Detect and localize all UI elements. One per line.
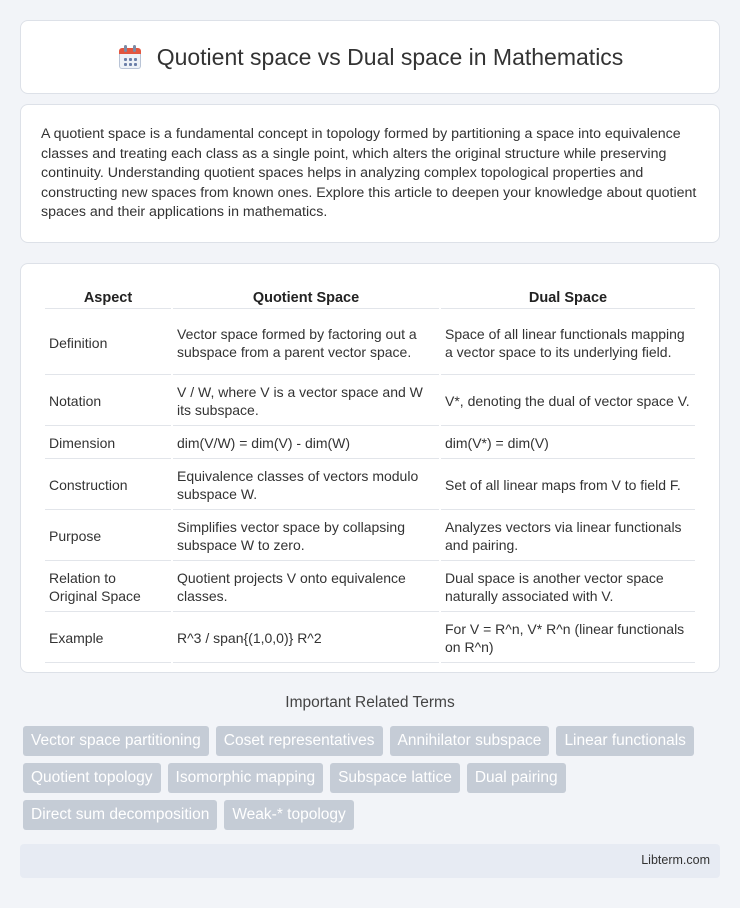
page-title: Quotient space vs Dual space in Mathematics (156, 43, 624, 70)
table-row (45, 377, 695, 426)
table-row (45, 428, 695, 459)
related-term-tag[interactable]: Annihilator subspace (390, 726, 550, 756)
table-row (45, 461, 695, 510)
calendar-icon (117, 44, 143, 70)
row-aspect: Notation (45, 377, 171, 426)
footer (20, 844, 720, 878)
related-term-tag[interactable]: Direct sum decomposition (23, 800, 217, 830)
header-dual-space: Dual Space (441, 286, 695, 309)
related-term-tag[interactable]: Weak-* topology (224, 800, 353, 830)
row-quotient: dim(V/W) = dim(V) - dim(W) (173, 428, 439, 459)
header-card (20, 20, 720, 94)
row-quotient: Vector space formed by factoring out a subspace from a parent vector space. (173, 311, 439, 375)
row-dual: For V = R^n, V* R^n (linear functionals on R^n) (441, 614, 695, 663)
intro-text: A quotient space is a fundamental concept in topology formed by partitioning a space into equivalence classes and treating each class as a single point, which alters the original structure while preserving continuity. Understanding quotient spaces helps in analyzing complex topological properties and constructing new spaces from known ones. Explore this article to deepen your knowledge about quotient spaces and their applications in mathematics. (41, 126, 697, 220)
related-term-tag[interactable]: Linear functionals (556, 726, 694, 756)
row-quotient: V / W, where V is a vector space and W its subspace. (173, 377, 439, 426)
related-term-tag[interactable]: Vector space partitioning (23, 726, 209, 756)
related-term-tag[interactable]: Isomorphic mapping (168, 763, 324, 793)
row-aspect: Construction (45, 461, 171, 510)
row-aspect: Relation to Original Space (45, 563, 171, 612)
intro-card (20, 104, 720, 243)
row-quotient: Quotient projects V onto equivalence classes. (173, 563, 439, 612)
row-dual: Set of all linear maps from V to field F. (441, 461, 695, 510)
comparison-table (43, 284, 697, 665)
table-row (45, 563, 695, 612)
related-term-tag[interactable]: Coset representatives (216, 726, 383, 756)
header-quotient-space: Quotient Space (173, 286, 439, 309)
row-dual: dim(V*) = dim(V) (441, 428, 695, 459)
row-aspect: Dimension (45, 428, 171, 459)
row-aspect: Definition (45, 311, 171, 375)
row-quotient: Equivalence classes of vectors modulo subspace W. (173, 461, 439, 510)
related-term-tag[interactable]: Quotient topology (23, 763, 161, 793)
related-terms-title: Important Related Terms (285, 694, 455, 711)
comparison-card (20, 263, 720, 673)
table-row (45, 512, 695, 561)
related-term-tag[interactable]: Subspace lattice (330, 763, 460, 793)
table-row (45, 311, 695, 375)
related-term-tag[interactable]: Dual pairing (467, 763, 566, 793)
row-quotient: Simplifies vector space by collapsing subspace W to zero. (173, 512, 439, 561)
row-dual: Space of all linear functionals mapping a vector space to its underlying field. (441, 311, 695, 375)
related-terms-list (23, 726, 723, 830)
row-dual: Dual space is another vector space naturally associated with V. (441, 563, 695, 612)
row-dual: V*, denoting the dual of vector space V. (441, 377, 695, 426)
footer-site-link[interactable]: Libterm.com (641, 853, 710, 867)
header-aspect: Aspect (45, 286, 171, 309)
table-row (45, 614, 695, 663)
row-dual: Analyzes vectors via linear functionals and pairing. (441, 512, 695, 561)
table-header-row (45, 286, 695, 309)
row-aspect: Purpose (45, 512, 171, 561)
row-aspect: Example (45, 614, 171, 663)
row-quotient: R^3 / span{(1,0,0)} R^2 (173, 614, 439, 663)
